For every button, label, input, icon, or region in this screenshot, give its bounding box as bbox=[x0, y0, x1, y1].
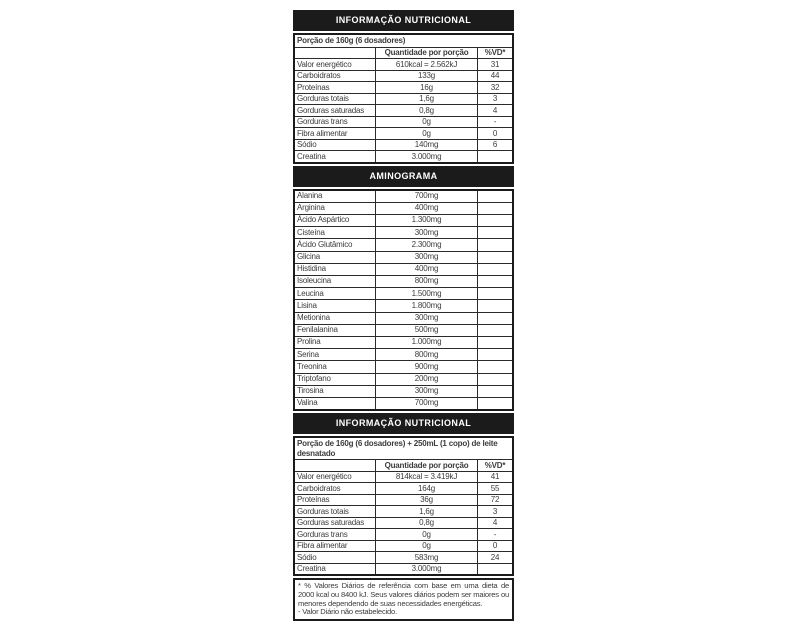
table-row bbox=[295, 264, 512, 276]
table-row bbox=[295, 337, 512, 349]
table-row bbox=[295, 82, 512, 94]
cell-name: Glicina bbox=[297, 252, 321, 262]
cell-vd: 4 bbox=[477, 518, 512, 529]
cell-qty: 1.300mg bbox=[375, 215, 477, 226]
cell-name: Gorduras totais bbox=[297, 94, 349, 103]
table-row bbox=[295, 361, 512, 373]
column-header-row-2 bbox=[295, 460, 512, 472]
cell-vd bbox=[477, 264, 512, 275]
cell-qty: 1,6g bbox=[375, 506, 477, 517]
cell-name: Arginina bbox=[297, 203, 325, 213]
cell-qty: 3.000mg bbox=[375, 151, 477, 162]
cell-name: Ácido Glutâmico bbox=[297, 239, 353, 249]
column-header-row-1 bbox=[295, 48, 512, 60]
cell-vd: 24 bbox=[477, 552, 512, 563]
nutrition-rows-1 bbox=[295, 59, 512, 162]
cell-vd: - bbox=[477, 529, 512, 540]
table-row bbox=[295, 313, 512, 325]
cell-name: Gorduras saturadas bbox=[297, 105, 365, 115]
cell-qty: 0g bbox=[375, 541, 477, 552]
cell-name: Gorduras totais bbox=[297, 506, 349, 516]
cell-qty: 1.500mg bbox=[375, 288, 477, 299]
table-row bbox=[295, 105, 512, 117]
cell-vd: 41 bbox=[477, 472, 512, 483]
cell-name: Valor energético bbox=[297, 59, 352, 69]
cell-name: Carboidratos bbox=[297, 71, 341, 80]
cell-qty: 1.000mg bbox=[375, 337, 477, 348]
cell-qty: 400mg bbox=[375, 264, 477, 275]
cell-qty: 0,8g bbox=[375, 518, 477, 529]
cell-name: Proteínas bbox=[297, 495, 330, 505]
cell-qty: 1.800mg bbox=[375, 300, 477, 311]
nutrition-label bbox=[293, 10, 514, 621]
table-row bbox=[295, 472, 512, 484]
table-row bbox=[295, 518, 512, 530]
table-row bbox=[295, 203, 512, 215]
table-row bbox=[295, 239, 512, 251]
column-header-dv: %VD* bbox=[477, 460, 512, 471]
table-row bbox=[295, 529, 512, 541]
column-header-quantity: Quantidade por porção bbox=[375, 460, 477, 471]
cell-name: Gorduras saturadas bbox=[297, 518, 365, 528]
cell-qty: 133g bbox=[375, 71, 477, 82]
cell-name: Creatina bbox=[297, 564, 326, 574]
cell-qty: 583mg bbox=[375, 552, 477, 563]
cell-name: Gorduras trans bbox=[297, 529, 348, 539]
cell-qty: 1,6g bbox=[375, 94, 477, 105]
footnote-not-established-text: - Valor Diário não estabelecido. bbox=[298, 607, 397, 617]
cell-vd: 55 bbox=[477, 483, 512, 494]
cell-qty: 0g bbox=[375, 117, 477, 128]
cell-name: Alanina bbox=[297, 191, 323, 200]
cell-qty: 900mg bbox=[375, 361, 477, 372]
cell-vd bbox=[477, 288, 512, 299]
cell-qty: 800mg bbox=[375, 349, 477, 360]
table-row bbox=[295, 325, 512, 337]
cell-vd bbox=[477, 361, 512, 372]
cell-qty: 800mg bbox=[375, 276, 477, 287]
table-row bbox=[295, 71, 512, 83]
cell-qty: 3.000mg bbox=[375, 564, 477, 575]
cell-vd: 0 bbox=[477, 128, 512, 139]
cell-qty: 0g bbox=[375, 128, 477, 139]
cell-qty: 400mg bbox=[375, 203, 477, 214]
cell-vd: 3 bbox=[477, 506, 512, 517]
footnote-reference-text: * % Valores Diários de referência com base em uma dieta de 2000 kcal ou 8400 kJ. Seus valores diários podem ser maiores ou menores dependendo de suas necessidades energéticas. bbox=[298, 581, 509, 608]
cell-qty: 16g bbox=[375, 82, 477, 93]
table-row bbox=[295, 398, 512, 409]
daily-values-footnote bbox=[293, 578, 514, 621]
cell-name: Fibra alimentar bbox=[297, 541, 348, 551]
cell-vd bbox=[477, 313, 512, 324]
cell-vd: 4 bbox=[477, 105, 512, 116]
table-row bbox=[295, 483, 512, 495]
aminogram-table bbox=[293, 189, 514, 412]
cell-vd: 44 bbox=[477, 71, 512, 82]
table-row bbox=[295, 140, 512, 152]
table-row bbox=[295, 386, 512, 398]
cell-vd bbox=[477, 239, 512, 250]
cell-qty: 610kcal = 2.562kJ bbox=[375, 59, 477, 70]
cell-vd bbox=[477, 349, 512, 360]
section-header-nutrition-1: INFORMAÇÃO NUTRICIONAL bbox=[293, 10, 514, 31]
cell-vd bbox=[477, 252, 512, 263]
table-row bbox=[295, 506, 512, 518]
cell-vd: - bbox=[477, 117, 512, 128]
cell-name: Valor energético bbox=[297, 472, 352, 482]
cell-qty: 300mg bbox=[375, 252, 477, 263]
cell-name: Creatina bbox=[297, 151, 326, 161]
table-row bbox=[295, 215, 512, 227]
column-header-blank bbox=[295, 460, 375, 471]
cell-qty: 0,8g bbox=[375, 105, 477, 116]
cell-qty: 140mg bbox=[375, 140, 477, 151]
cell-vd bbox=[477, 386, 512, 397]
table-row bbox=[295, 117, 512, 129]
table-row bbox=[295, 541, 512, 553]
table-row bbox=[295, 552, 512, 564]
cell-name: Lisina bbox=[297, 300, 317, 310]
cell-name: Cisteína bbox=[297, 227, 325, 237]
cell-vd bbox=[477, 300, 512, 311]
cell-name: Proteínas bbox=[297, 82, 330, 92]
cell-vd: 32 bbox=[477, 82, 512, 93]
cell-qty: 300mg bbox=[375, 386, 477, 397]
cell-vd bbox=[477, 151, 512, 162]
table-row bbox=[295, 374, 512, 386]
cell-qty: 0g bbox=[375, 529, 477, 540]
cell-vd bbox=[477, 374, 512, 385]
column-header-quantity: Quantidade por porção bbox=[375, 48, 477, 59]
cell-name: Tirosina bbox=[297, 386, 324, 396]
cell-name: Fenilalanina bbox=[297, 325, 338, 335]
cell-vd: 0 bbox=[477, 541, 512, 552]
cell-vd bbox=[477, 337, 512, 348]
table-row bbox=[295, 252, 512, 264]
cell-name: Fibra alimentar bbox=[297, 128, 348, 138]
cell-name: Histidina bbox=[297, 264, 326, 274]
column-header-blank bbox=[295, 48, 375, 59]
table-row bbox=[295, 94, 512, 106]
cell-qty: 2.300mg bbox=[375, 239, 477, 250]
section-header-nutrition-2: INFORMAÇÃO NUTRICIONAL bbox=[293, 413, 514, 434]
table-row bbox=[295, 128, 512, 140]
cell-name: Sódio bbox=[297, 552, 317, 562]
cell-qty: 36g bbox=[375, 495, 477, 506]
cell-name: Prolina bbox=[297, 337, 321, 347]
cell-vd: 72 bbox=[477, 495, 512, 506]
cell-vd bbox=[477, 215, 512, 226]
cell-name: Carboidratos bbox=[297, 483, 341, 493]
aminogram-rows bbox=[295, 191, 512, 410]
table-row bbox=[295, 59, 512, 71]
cell-qty: 200mg bbox=[375, 374, 477, 385]
section-header-aminogram: AMINOGRAMA bbox=[293, 166, 514, 187]
cell-name: Metionina bbox=[297, 313, 330, 323]
cell-name: Isoleucina bbox=[297, 276, 332, 286]
cell-vd: 6 bbox=[477, 140, 512, 151]
cell-vd bbox=[477, 191, 512, 202]
cell-name: Leucina bbox=[297, 288, 324, 298]
nutrition-rows-2 bbox=[295, 472, 512, 575]
cell-qty: 300mg bbox=[375, 227, 477, 238]
cell-qty: 164g bbox=[375, 483, 477, 494]
table-row bbox=[295, 276, 512, 288]
table-row bbox=[295, 349, 512, 361]
cell-vd bbox=[477, 203, 512, 214]
cell-name: Treonina bbox=[297, 361, 327, 371]
cell-name: Triptofano bbox=[297, 374, 331, 384]
cell-qty: 814kcal = 3.419kJ bbox=[375, 472, 477, 483]
cell-vd bbox=[477, 564, 512, 575]
table-row bbox=[295, 227, 512, 239]
column-header-dv: %VD* bbox=[477, 48, 512, 59]
cell-name: Valina bbox=[297, 398, 318, 408]
cell-vd: 31 bbox=[477, 59, 512, 70]
cell-qty: 500mg bbox=[375, 325, 477, 336]
cell-name: Serina bbox=[297, 349, 319, 359]
table-row bbox=[295, 191, 512, 203]
cell-vd bbox=[477, 227, 512, 238]
cell-vd bbox=[477, 276, 512, 287]
serving-size-2: Porção de 160g (6 dosadores) + 250mL (1 copo) de leite desnatado bbox=[295, 438, 512, 460]
nutrition-table-1 bbox=[293, 33, 514, 164]
serving-size-1: Porção de 160g (6 dosadores) bbox=[295, 35, 512, 48]
cell-vd bbox=[477, 398, 512, 409]
cell-name: Sódio bbox=[297, 140, 317, 149]
cell-vd: 3 bbox=[477, 94, 512, 105]
cell-vd bbox=[477, 325, 512, 336]
table-row bbox=[295, 300, 512, 312]
cell-qty: 300mg bbox=[375, 313, 477, 324]
cell-name: Gorduras trans bbox=[297, 117, 348, 126]
table-row bbox=[295, 495, 512, 507]
cell-name: Ácido Aspártico bbox=[297, 215, 350, 225]
table-row bbox=[295, 288, 512, 300]
table-row bbox=[295, 151, 512, 162]
cell-qty: 700mg bbox=[375, 398, 477, 409]
nutrition-table-2 bbox=[293, 436, 514, 576]
cell-qty: 700mg bbox=[375, 191, 477, 202]
table-row bbox=[295, 564, 512, 575]
